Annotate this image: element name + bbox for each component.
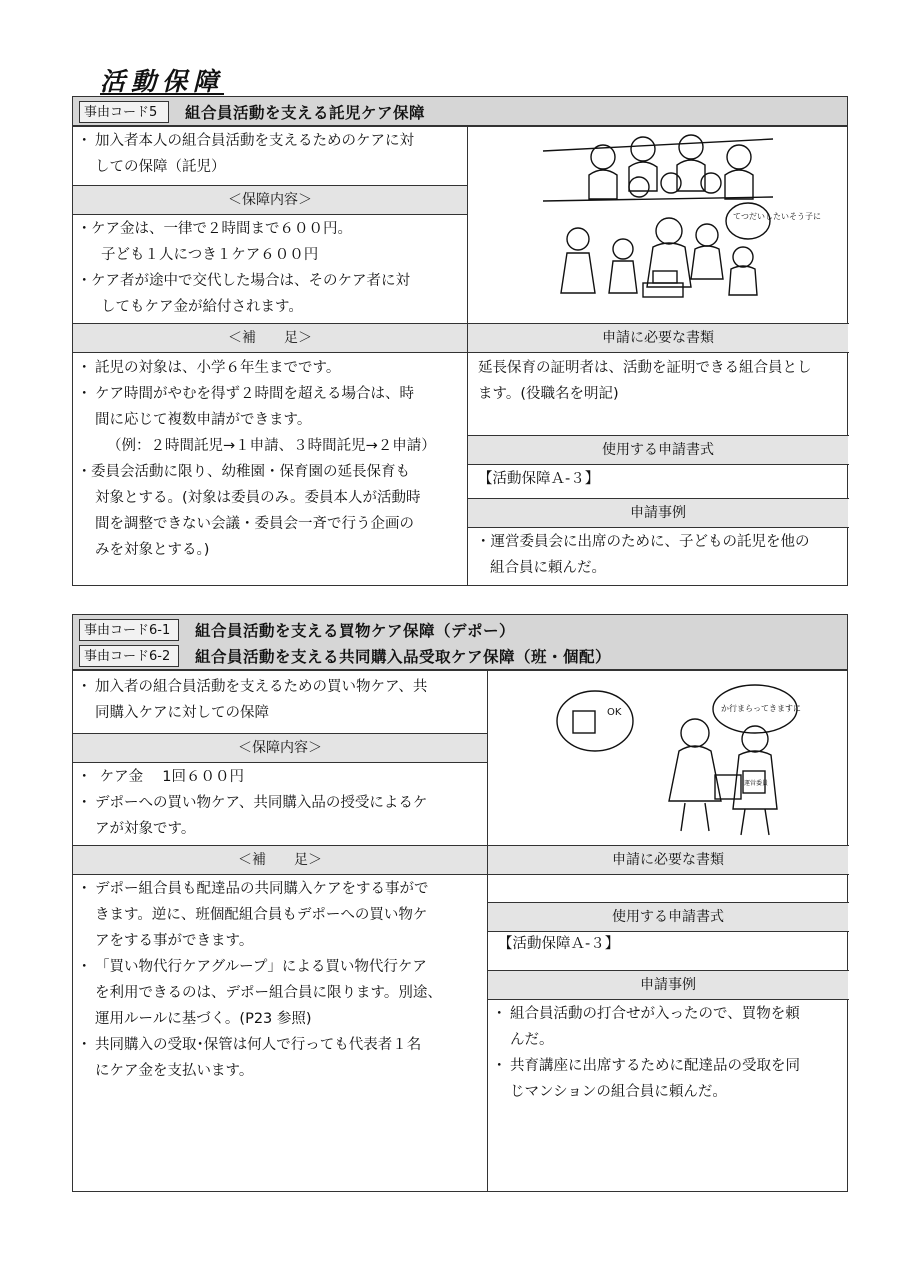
supplement-header: ＜補 足＞ — [73, 324, 467, 352]
shopping-drawing — [545, 681, 815, 841]
intro-text: ・ 加入者本人の組合員活動を支えるためのケアに対 しての保障（託児） — [73, 128, 467, 180]
section-shopping-care — [72, 614, 848, 1192]
bubble-text: か行まらってきますに — [721, 704, 801, 713]
docs-text: 延長保育の証明者は、活動を証明できる組合員とし ます。(役職名を明記) — [478, 360, 812, 402]
apron-label: 運営委員 — [744, 780, 769, 787]
example-list: ・ 組合員活動の打合せが入ったので、買物を頼 んだ。 ・ 共育講座に出席するために配達品の受取を同 じマンションの組合員に頼んだ。 — [488, 1001, 848, 1105]
example-text: ・運営委員会に出席のために、子どもの託児を他の 組合員に頼んだ。 — [476, 534, 810, 576]
docs-header: 申請に必要な書類 — [488, 846, 848, 874]
content-list: ・ ケア金は、一律で２時間まで６００円。 子ども１人につき１ケア６００円 ・ ケア者が途中で交代した場合は、そのケア者に対 してもケア金が給付されます。 — [73, 216, 467, 320]
supplement-list: ・ 託児の対象は、小学６年生までです。 ・ ケア時間がやむを得ず２時間を超える場合は、時 間に応じて複数申請ができます。 （例：２時間託児→１申請、３時間託児→２申請） ・ 委員会活動に限り、幼稚園・保育園の延長保育も 対象とする。(対象は委員のみ。委員本人が活動時 間を調整できない会議・委員会一斉で行う企画の みを対象とする。) — [73, 355, 467, 563]
section-title: 組合員活動を支える託児ケア保障 — [185, 104, 426, 122]
form-value: 【活動保障Ａ-３】 — [498, 936, 620, 952]
supplement-header: ＜補 足＞ — [73, 846, 487, 874]
section-childcare — [72, 96, 848, 586]
content-list: ・ ケア金 1回６００円 ・ デポーへの買い物ケア、共同購入品の授受によるケ アが対象です。 — [73, 764, 487, 842]
example-header: 申請事例 — [468, 499, 848, 527]
form-header: 使用する申請書式 — [488, 903, 848, 931]
form-value: 【活動保障Ａ-３】 — [478, 471, 600, 487]
example-header: 申請事例 — [488, 971, 848, 999]
childcare-drawing — [543, 131, 821, 317]
section-title: 組合員活動を支える共同購入品受取ケア保障（班・個配） — [195, 648, 612, 666]
intro-text: ・ 加入者の組合員活動を支えるための買い物ケア、共 同購入ケアに対しての保障 — [73, 674, 487, 726]
bubble-ok: OK — [607, 707, 622, 718]
childcare-illustration — [543, 131, 821, 317]
reason-code: 事由コード6-2 — [79, 645, 179, 667]
supplement-list: ・ デポー組合員も配達品の共同購入ケアをする事がで きます。逆に、班個配組合員もデポーへの買い物ケ アをする事ができます。 ・ 「買い物代行ケアグループ」による買い物代行ケア を利用できるのは、デポー組合員に限ります。別途、 運用ルールに基づく。(P23 参照) ・ 共同購入の受取･保管は何人で行っても代表者１名 にケア金を支払います。 — [73, 876, 487, 1084]
reason-code: 事由コード6-1 — [79, 619, 179, 641]
section-title: 組合員活動を支える買物ケア保障（デポー） — [195, 622, 516, 640]
section-header — [73, 97, 847, 127]
form-header: 使用する申請書式 — [468, 436, 848, 464]
reason-code: 事由コード5 — [79, 101, 169, 123]
docs-header: 申請に必要な書類 — [468, 324, 848, 352]
content-header: ＜保障内容＞ — [73, 186, 467, 214]
content-header: ＜保障内容＞ — [73, 734, 487, 762]
section-header — [73, 615, 847, 671]
shopping-illustration — [545, 681, 815, 841]
page-title: 活動保障 — [100, 67, 225, 96]
bubble-text: てつだいしたいそう子に — [733, 212, 821, 221]
